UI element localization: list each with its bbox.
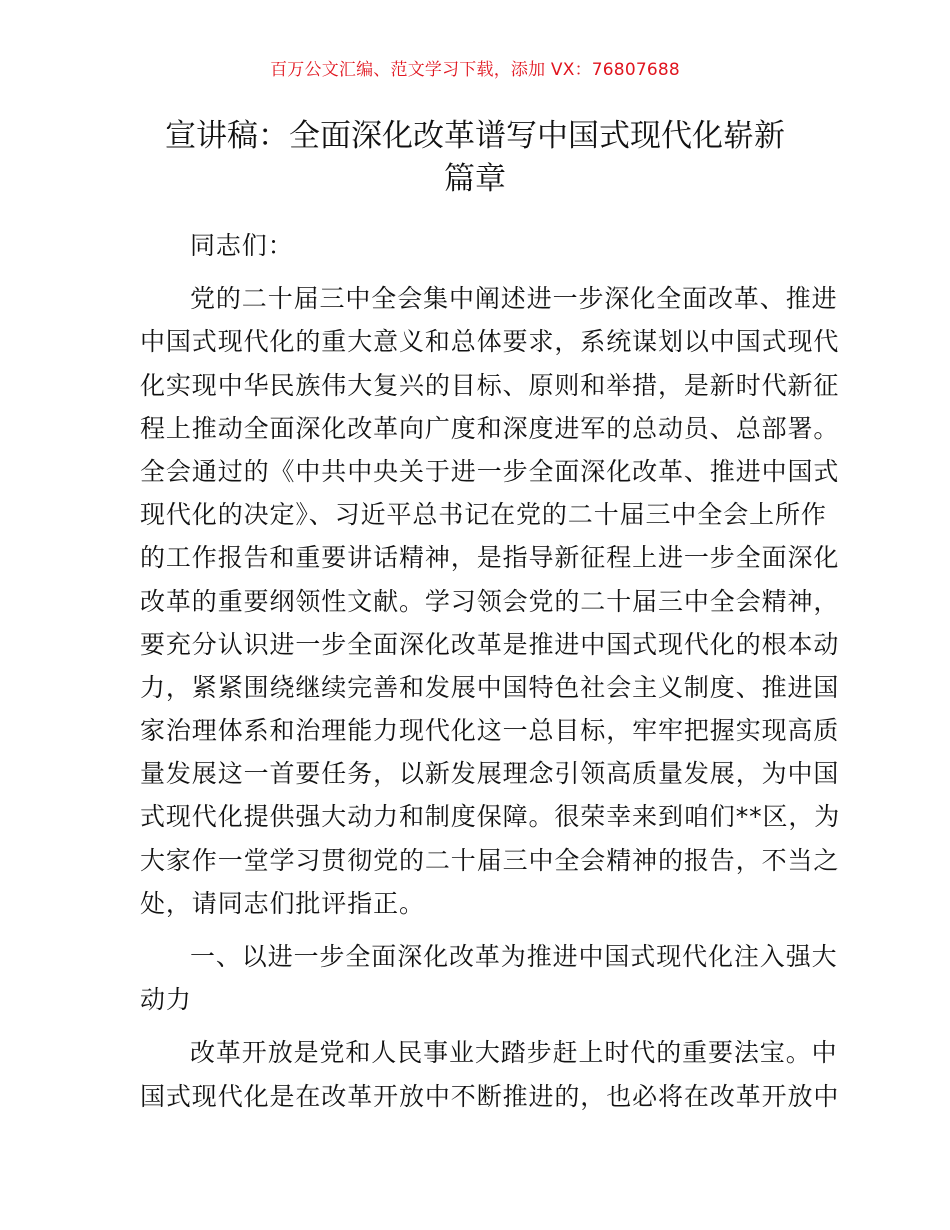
text-line: 化实现中华民族伟大复兴的目标、原则和举措，是新时代新征	[140, 370, 840, 400]
title-line: 宣讲稿：全面深化改革谱写中国式现代化崭新	[165, 118, 785, 154]
text-line: 中国式现代化的重大意义和总体要求，系统谋划以中国式现代	[140, 327, 840, 357]
title-line: 篇章	[444, 161, 506, 197]
document-title	[100, 115, 850, 201]
heading-line: 动力	[140, 985, 192, 1015]
text-line: 要充分认识进一步全面深化改革是推进中国式现代化的根本动	[140, 629, 840, 659]
paragraph-section-1	[140, 1031, 840, 1117]
text-line: 量发展这一首要任务，以新发展理念引领高质量发展，为中国	[140, 759, 840, 789]
text-line: 党的二十届三中全会集中阐述进一步深化全面改革、推进	[190, 284, 838, 314]
text-line: 家治理体系和治理能力现代化这一总目标，牢牢把握实现高质	[140, 716, 840, 746]
text-line: 国式现代化是在改革开放中不断推进的，也必将在改革开放中	[140, 1081, 840, 1111]
heading-line: 一、以进一步全面深化改革为推进中国式现代化注入强大	[190, 942, 838, 971]
text-line: 改革开放是党和人民事业大踏步赶上时代的重要法宝。中	[190, 1038, 838, 1068]
paragraph-intro	[140, 277, 841, 925]
text-line: 处，请同志们批评指正。	[140, 888, 425, 918]
text-line: 程上推动全面深化改革向广度和深度进军的总动员、总部署。	[140, 413, 840, 443]
document-body	[140, 224, 841, 1118]
salutation: 同志们：	[190, 231, 294, 260]
text-line: 大家作一堂学习贯彻党的二十届三中全会精神的报告，不当之	[140, 845, 840, 875]
text-line: 现代化的决定》、习近平总书记在党的二十届三中全会上所作	[140, 500, 827, 530]
text-line: 全会通过的《中共中央关于进一步全面深化改革、推进中国式	[140, 456, 840, 486]
watermark-header: 百万公文汇编、范文学习下载，添加 VX：76807688	[270, 60, 680, 80]
text-line: 的工作报告和重要讲话精神，是指导新征程上进一步全面深化	[140, 543, 840, 573]
text-line: 力，紧紧围绕继续完善和发展中国特色社会主义制度、推进国	[140, 672, 840, 702]
section-heading-1	[140, 935, 838, 1021]
text-line: 式现代化提供强大动力和制度保障。很荣幸来到咱们**区，为	[140, 802, 841, 832]
text-line: 改革的重要纲领性文献。学习领会党的二十届三中全会精神，	[140, 586, 840, 616]
